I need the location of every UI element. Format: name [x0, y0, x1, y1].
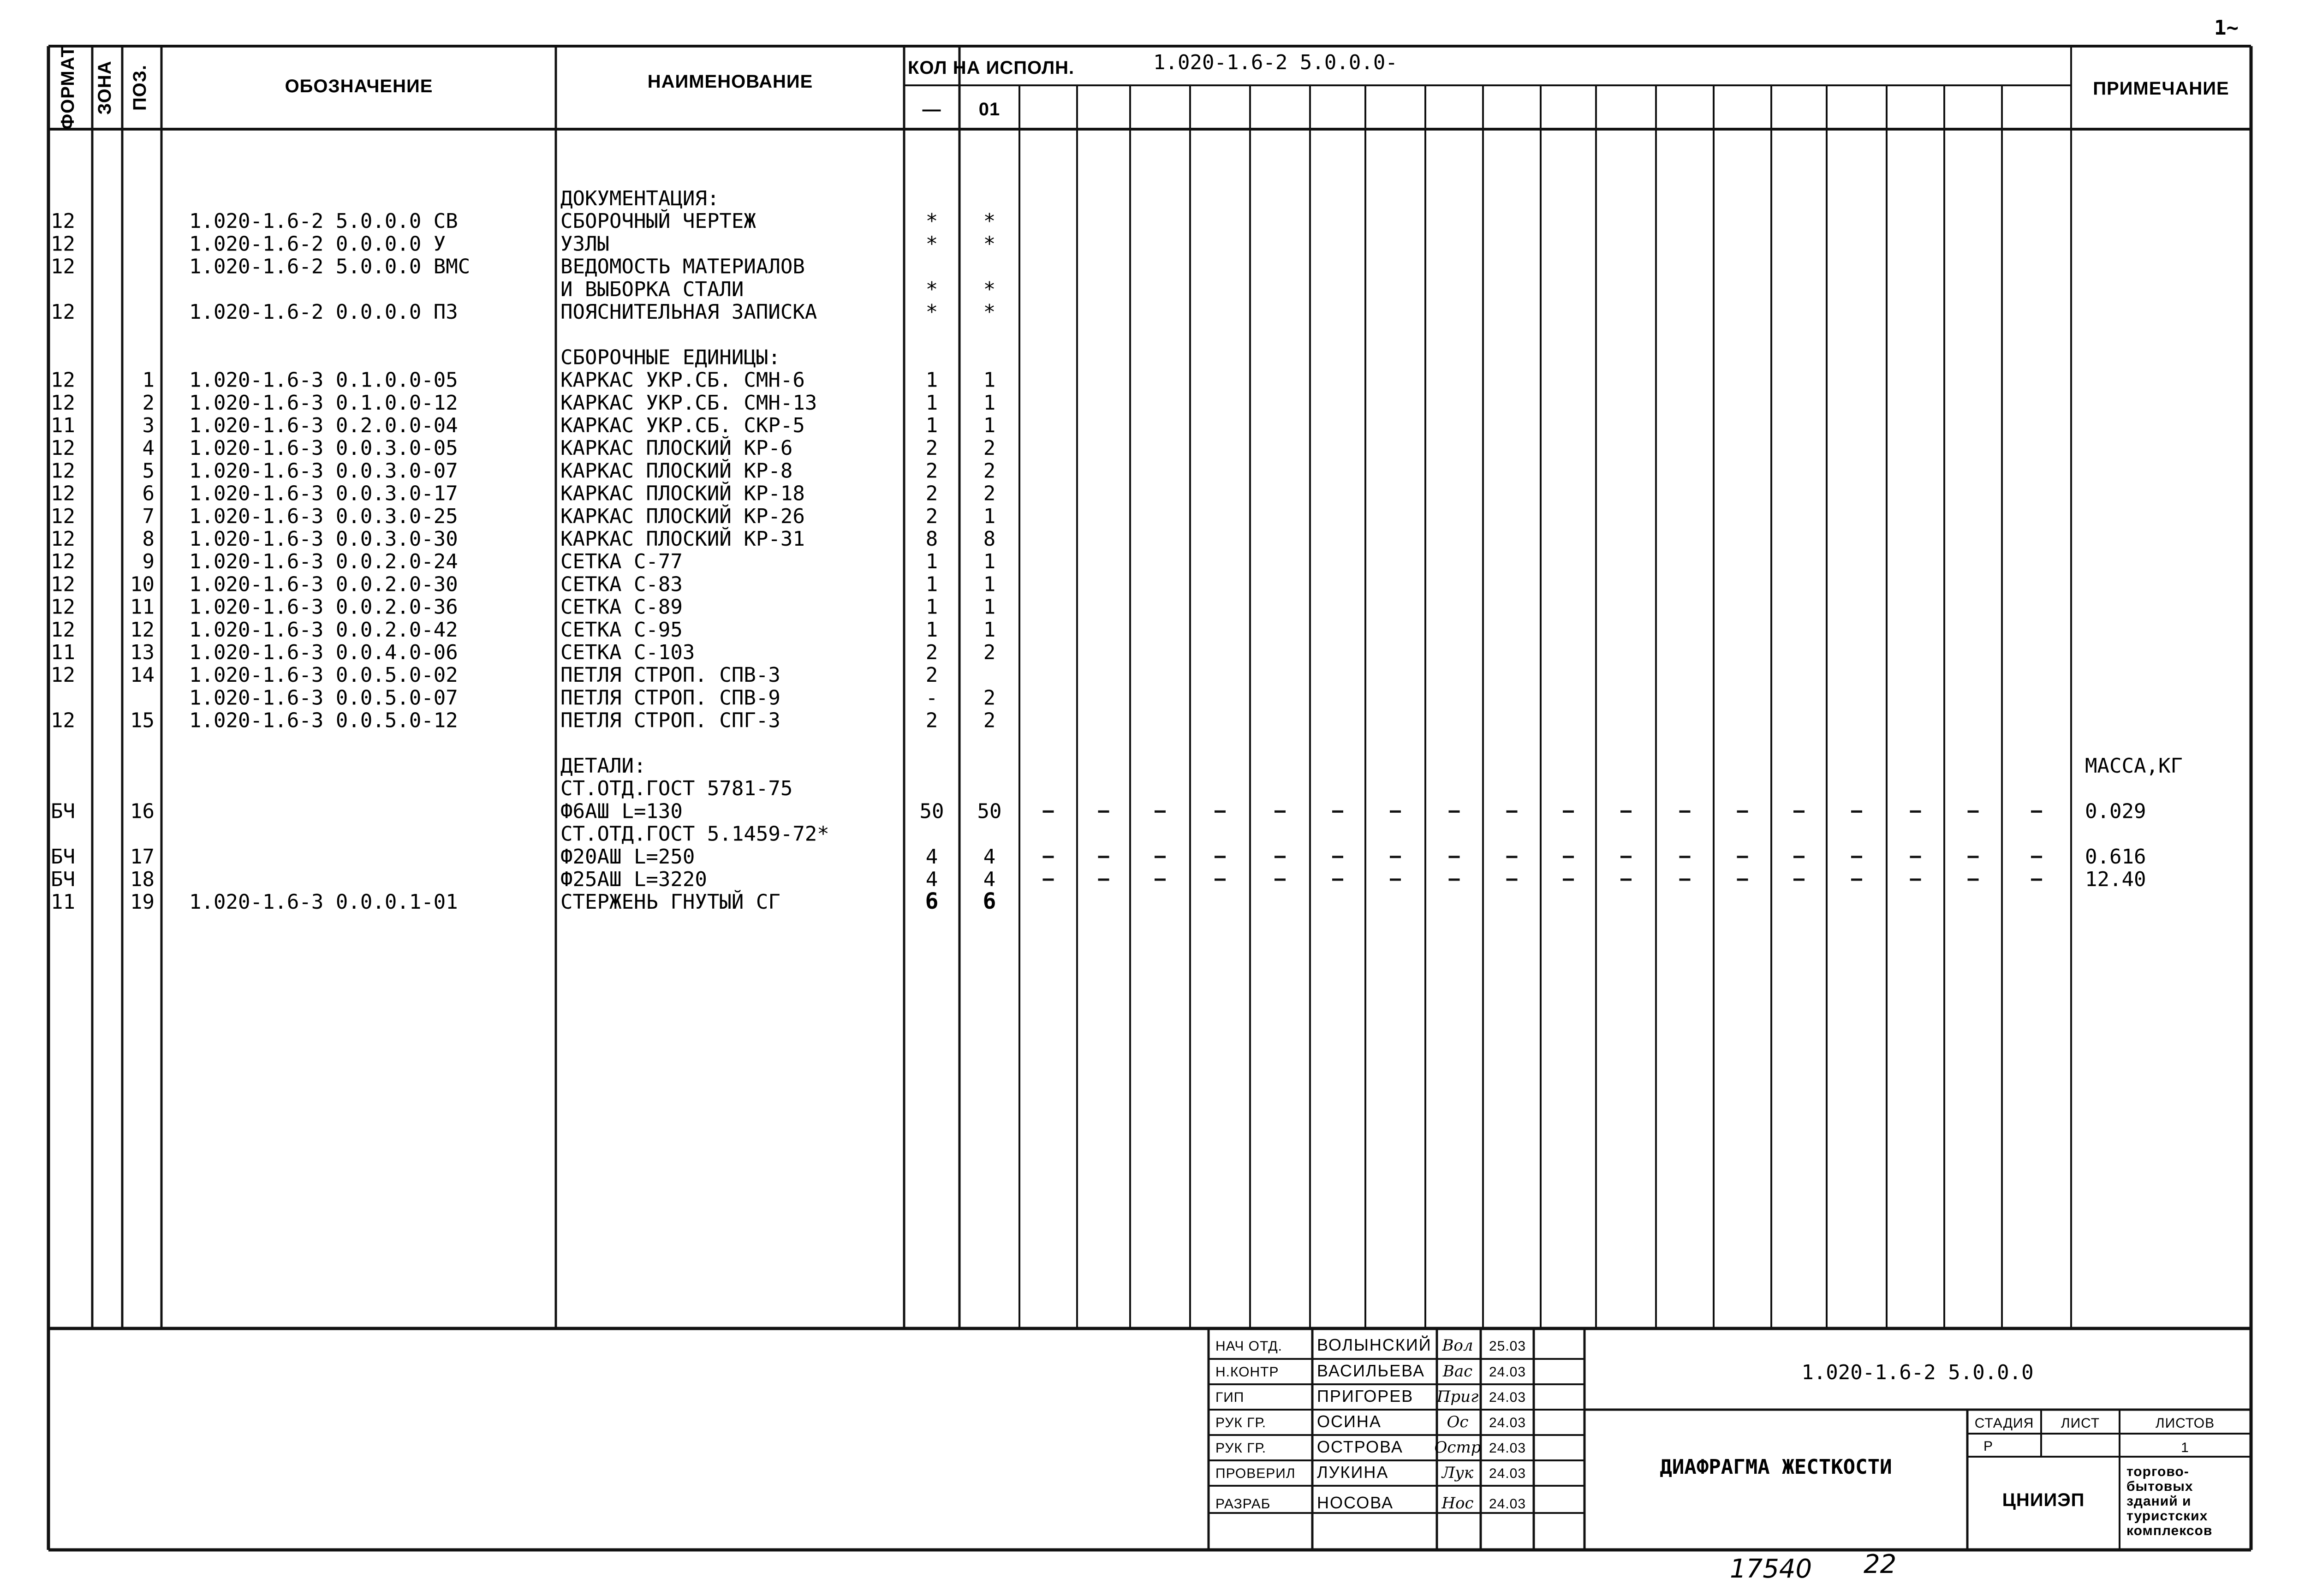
table-row	[51, 709, 995, 732]
qty-1-cell: 6	[925, 888, 939, 915]
name-cell: Ф6АШ L=130	[560, 799, 683, 823]
table-row	[51, 641, 995, 664]
signer-name: ОСИНА	[1317, 1412, 1382, 1431]
name-cell: СЕТКА С-89	[560, 595, 683, 619]
table-row	[51, 414, 995, 437]
signature: Вас	[1442, 1362, 1473, 1381]
organization: ЦНИИЭП	[2002, 1490, 2085, 1510]
format-cell: 12	[51, 572, 75, 596]
sheet-label: ЛИСТ	[2061, 1416, 2100, 1431]
signer-row	[1215, 1335, 1526, 1355]
designation-cell: 1.020-1.6-3 0.0.5.0-02	[189, 663, 458, 687]
name-cell: СЕТКА С-95	[560, 618, 683, 642]
designation-cell: 1.020-1.6-3 0.0.2.0-24	[189, 550, 458, 574]
signature: Нос	[1441, 1494, 1474, 1513]
table-row	[51, 208, 995, 233]
format-cell: 12	[51, 391, 75, 415]
qty-1-cell: 1	[925, 414, 938, 437]
signer-row	[1215, 1412, 1526, 1431]
qty-2-cell: 1	[983, 504, 996, 528]
footer-number-2: 22	[1864, 1549, 1897, 1579]
qty-1-cell: 4	[925, 845, 938, 869]
designation-cell: 1.020-1.6-3 0.1.0.0-05	[189, 368, 458, 392]
qty-2-cell: 50	[977, 799, 1002, 823]
qty-2-cell: *	[983, 277, 996, 301]
qty-2-cell: 2	[983, 641, 996, 664]
document-number: 1.020-1.6-2 5.0.0.0	[1801, 1361, 2034, 1384]
signer-row	[1215, 1463, 1526, 1482]
designation-cell: 1.020-1.6-2 5.0.0.0 СВ	[189, 209, 458, 233]
format-cell: 12	[51, 459, 75, 483]
footer	[1730, 16, 2239, 1584]
signer-name: ВАСИЛЬЕВА	[1317, 1361, 1425, 1380]
signer-role: НАЧ ОТД.	[1215, 1339, 1282, 1354]
name-cell: СЕТКА С-77	[560, 550, 683, 574]
format-cell: 12	[51, 663, 75, 687]
name-cell: СТ.ОТД.ГОСТ 5781-75	[560, 777, 793, 801]
qty-1-cell: 2	[925, 436, 938, 460]
qty-2-cell: *	[983, 300, 996, 324]
note-cell: 0.616	[2085, 845, 2146, 869]
table-row	[560, 278, 995, 301]
name-header: НАИМЕНОВАНИЕ	[647, 71, 813, 92]
pos-cell: 16	[130, 799, 155, 823]
table-row	[560, 345, 780, 369]
designation-cell: 1.020-1.6-3 0.0.5.0-12	[189, 709, 458, 732]
designation-cell: 1.020-1.6-3 0.0.0.1-01	[189, 890, 458, 914]
signature: Приг	[1436, 1388, 1479, 1406]
pos-cell: 15	[130, 709, 155, 732]
designation-cell: 1.020-1.6-3 0.0.2.0-42	[189, 618, 458, 642]
name-cell: КАРКАС ПЛОСКИЙ КР-26	[560, 504, 805, 528]
doc-code-header: 1.020-1.6-2 5.0.0.0-	[1153, 51, 1398, 74]
qty-2-cell: 1	[983, 414, 996, 437]
table-row	[51, 845, 2146, 869]
pos-cell: 3	[142, 414, 155, 437]
pos-cell: 10	[130, 572, 155, 596]
designation-cell: 1.020-1.6-3 0.0.5.0-07	[189, 686, 458, 710]
organization-desc: торгово-	[2126, 1464, 2189, 1479]
note-cell: 0.029	[2085, 799, 2146, 823]
name-cell: КАРКАС ПЛОСКИЙ КР-8	[560, 459, 793, 483]
sheets-value: 1	[2181, 1440, 2189, 1455]
name-cell: КАРКАС ПЛОСКИЙ КР-31	[560, 527, 805, 551]
pos-cell: 17	[130, 845, 155, 869]
pos-cell: 2	[142, 391, 155, 415]
name-cell: ПЕТЛЯ СТРОП. СПВ-3	[560, 663, 780, 687]
qty-2-cell: 4	[983, 868, 996, 891]
designation-cell: 1.020-1.6-3 0.0.3.0-17	[189, 482, 458, 506]
pos-cell: 6	[142, 482, 155, 506]
table-row	[560, 777, 792, 800]
qty-1-cell: 2	[925, 709, 938, 732]
qty-1-cell: 2	[925, 459, 938, 483]
signature: Лук	[1441, 1464, 1474, 1482]
qty-2-cell: 1	[983, 550, 996, 574]
designation-cell: 1.020-1.6-3 0.0.3.0-25	[189, 504, 458, 528]
name-cell: СБОРОЧНЫЙ ЧЕРТЕЖ	[560, 209, 756, 233]
qty-1-cell: *	[925, 232, 938, 256]
qty-1-cell: *	[925, 209, 938, 233]
signature: Вол	[1442, 1336, 1473, 1355]
name-cell: СБОРОЧНЫЕ ЕДИНИЦЫ:	[560, 345, 780, 369]
name-cell: ПЕТЛЯ СТРОП. СПВ-9	[560, 686, 780, 710]
format-cell: 12	[51, 482, 75, 506]
qty-2-cell: 1	[983, 595, 996, 619]
signer-name: ПРИГОРЕВ	[1317, 1387, 1414, 1405]
qty-1-cell: 8	[925, 527, 938, 551]
table-row	[51, 300, 995, 324]
qty-2-cell: 1	[983, 572, 996, 596]
organization-desc: бытовых	[2126, 1479, 2193, 1494]
designation-cell: 1.020-1.6-3 0.0.3.0-05	[189, 436, 458, 460]
name-cell: СТЕРЖЕНЬ ГНУТЫЙ СГ	[560, 890, 780, 914]
name-cell: ДЕТАЛИ:	[560, 754, 646, 778]
pos-header: ПОЗ.	[130, 64, 150, 111]
signer-row	[1215, 1437, 1526, 1457]
qty-1-cell: 4	[925, 868, 938, 891]
format-header: ФОРМАТ	[58, 45, 78, 130]
designation-cell: 1.020-1.6-3 0.0.2.0-36	[189, 595, 458, 619]
sign-date: 24.03	[1489, 1364, 1526, 1380]
pos-cell: 4	[142, 436, 155, 460]
note-header: ПРИМЕЧАНИЕ	[2093, 78, 2229, 99]
table-row	[51, 481, 995, 506]
table-row	[51, 255, 805, 279]
table-row	[560, 822, 829, 846]
name-cell: КАРКАС УКР.СБ. СКР-5	[560, 414, 805, 437]
pos-cell: 9	[142, 550, 155, 574]
variant-2-header: 01	[978, 99, 1001, 119]
format-cell: БЧ	[51, 845, 75, 869]
qty-1-cell: 2	[925, 641, 938, 664]
pos-cell: 13	[130, 641, 155, 664]
table-row	[51, 435, 995, 460]
format-cell: 11	[51, 890, 75, 914]
signer-role: ГИП	[1215, 1390, 1245, 1405]
signer-name: ОСТРОВА	[1317, 1437, 1403, 1456]
table-row	[51, 572, 995, 596]
pos-cell: 12	[130, 618, 155, 642]
title-block	[1215, 1335, 2215, 1538]
format-cell: 12	[51, 618, 75, 642]
table-row	[51, 369, 995, 392]
designation-cell: 1.020-1.6-3 0.0.3.0-30	[189, 527, 458, 551]
format-cell: 12	[51, 527, 75, 551]
qty-2-cell: 1	[983, 618, 996, 642]
name-cell: И ВЫБОРКА СТАЛИ	[560, 277, 744, 301]
designation-cell: 1.020-1.6-3 0.0.2.0-30	[189, 572, 458, 596]
format-cell: 12	[51, 709, 75, 732]
signer-name: ЛУКИНА	[1317, 1463, 1389, 1482]
designation-cell: 1.020-1.6-2 5.0.0.0 ВМС	[189, 255, 471, 279]
qty-2-cell: 2	[983, 436, 996, 460]
stage-value: Р	[1983, 1439, 1994, 1454]
name-cell: ПОЯСНИТЕЛЬНАЯ ЗАПИСКА	[560, 300, 817, 324]
qty-2-cell: 2	[983, 459, 996, 483]
signature: Ос	[1447, 1413, 1469, 1431]
format-cell: 12	[51, 255, 75, 279]
qty-2-cell: *	[983, 232, 996, 256]
table-row	[189, 686, 995, 709]
format-cell: 11	[51, 641, 75, 664]
signer-row	[1215, 1493, 1526, 1513]
signer-name: ВОЛЫНСКИЙ	[1317, 1335, 1432, 1354]
designation-cell: 1.020-1.6-3 0.2.0.0-04	[189, 414, 458, 437]
name-cell: СЕТКА С-103	[560, 641, 695, 664]
variant-1-header: —	[922, 99, 941, 119]
table-row	[51, 868, 2146, 891]
name-cell: Ф25АШ L=3220	[560, 868, 707, 891]
signer-role: Н.КОНТР	[1215, 1364, 1279, 1380]
format-cell: 12	[51, 368, 75, 392]
qty-1-cell: *	[925, 277, 938, 301]
format-cell: 12	[51, 504, 75, 528]
footer-number-1: 17540	[1730, 1554, 1812, 1584]
signer-row	[1215, 1387, 1526, 1406]
sign-date: 24.03	[1489, 1496, 1526, 1512]
format-cell: БЧ	[51, 799, 75, 823]
qty-header: КОЛ НА ИСПОЛН.	[908, 58, 1075, 78]
name-cell: КАРКАС ПЛОСКИЙ КР-6	[560, 436, 793, 460]
qty-2-cell: 1	[983, 391, 996, 415]
pos-cell: 19	[130, 890, 155, 914]
note-cell: МАССА,КГ	[2085, 754, 2183, 778]
pos-cell: 7	[142, 504, 155, 528]
table-row	[51, 550, 995, 573]
sign-date: 24.03	[1489, 1466, 1526, 1481]
table-row	[51, 526, 995, 551]
qty-1-cell: 2	[925, 663, 938, 687]
name-cell: КАРКАС ПЛОСКИЙ КР-18	[560, 482, 805, 506]
qty-1-cell: 50	[919, 799, 944, 823]
organization-desc: зданий и	[2126, 1494, 2192, 1509]
name-cell: СЕТКА С-83	[560, 572, 683, 596]
zone-header: ЗОНА	[95, 60, 115, 115]
name-cell: ПЕТЛЯ СТРОП. СПГ-3	[560, 709, 780, 732]
format-cell: 12	[51, 436, 75, 460]
name-cell: УЗЛЫ	[560, 232, 609, 256]
sheets-label: ЛИСТОВ	[2155, 1416, 2215, 1431]
qty-1-cell: 1	[925, 595, 938, 619]
signer-row	[1215, 1361, 1526, 1381]
qty-2-cell: 2	[983, 482, 996, 506]
designation-cell: 1.020-1.6-2 0.0.0.0 ПЗ	[189, 300, 458, 324]
qty-1-cell: *	[925, 300, 938, 324]
corner-mark: 1~	[2214, 16, 2239, 40]
qty-1-cell: 1	[925, 368, 938, 392]
designation-cell: 1.020-1.6-3 0.1.0.0-12	[189, 391, 458, 415]
table-row	[51, 504, 995, 528]
designation-cell: 1.020-1.6-2 0.0.0.0 У	[189, 232, 446, 256]
table-row	[560, 187, 719, 210]
designation-cell: 1.020-1.6-3 0.0.3.0-07	[189, 459, 458, 483]
format-cell: 12	[51, 300, 75, 324]
qty-2-cell: 8	[983, 527, 996, 551]
qty-1-cell: 2	[925, 482, 938, 506]
pos-cell: 8	[142, 527, 155, 551]
signer-name: НОСОВА	[1317, 1493, 1394, 1512]
name-cell: КАРКАС УКР.СБ. СМН-6	[560, 368, 805, 392]
document-title: ДИАФРАГМА ЖЕСТКОСТИ	[1660, 1455, 1892, 1479]
name-cell: ДОКУМЕНТАЦИЯ:	[560, 187, 720, 210]
qty-2-cell: 2	[983, 709, 996, 732]
qty-1-cell: 2	[925, 504, 938, 528]
qty-2-cell: 2	[983, 686, 996, 710]
signer-role: РУК ГР.	[1215, 1415, 1267, 1430]
table-row	[51, 888, 996, 914]
table-header	[58, 46, 2229, 130]
table-row	[51, 596, 995, 619]
qty-2-cell: *	[983, 209, 996, 233]
table-row	[51, 391, 995, 415]
format-cell: 12	[51, 232, 75, 256]
signer-role: ПРОВЕРИЛ	[1215, 1466, 1296, 1481]
format-cell: 11	[51, 414, 75, 437]
name-cell: КАРКАС УКР.СБ. СМН-13	[560, 391, 817, 415]
note-cell: 12.40	[2085, 868, 2146, 891]
qty-1-cell: 1	[925, 391, 938, 415]
sign-date: 24.03	[1489, 1390, 1526, 1405]
table-row	[51, 799, 2146, 823]
sign-date: 25.03	[1489, 1339, 1526, 1354]
table-body	[51, 187, 2183, 914]
sign-date: 24.03	[1489, 1415, 1526, 1430]
qty-2-cell: 6	[983, 888, 996, 915]
pos-cell: 18	[130, 868, 155, 891]
table-row	[560, 754, 2183, 778]
format-cell: 12	[51, 550, 75, 574]
signer-role: РУК ГР.	[1215, 1441, 1267, 1456]
pos-cell: 5	[142, 459, 155, 483]
qty-2-cell: 4	[983, 845, 996, 869]
signer-role: РАЗРАБ	[1215, 1496, 1271, 1512]
sign-date: 24.03	[1489, 1441, 1526, 1456]
name-cell: СТ.ОТД.ГОСТ 5.1459-72*	[560, 822, 829, 846]
pos-cell: 14	[130, 663, 155, 687]
name-cell: Ф20АШ L=250	[560, 845, 695, 869]
table-row	[51, 458, 995, 482]
table-row	[51, 618, 995, 642]
name-cell: ВЕДОМОСТЬ МАТЕРИАЛОВ	[560, 255, 805, 279]
format-cell: БЧ	[51, 868, 75, 891]
qty-1-cell: 1	[925, 572, 938, 596]
designation-cell: 1.020-1.6-3 0.0.4.0-06	[189, 641, 458, 664]
pos-cell: 1	[142, 368, 155, 392]
qty-1-cell: 1	[925, 618, 938, 642]
organization-desc: туристских	[2126, 1508, 2208, 1524]
qty-2-cell: 1	[983, 368, 996, 392]
qty-1-cell: -	[925, 686, 938, 710]
table-row	[51, 663, 938, 687]
signature: Остр	[1434, 1438, 1481, 1457]
organization-desc: комплексов	[2126, 1523, 2213, 1538]
pos-cell: 11	[130, 595, 155, 619]
designation-header: ОБОЗНАЧЕНИЕ	[285, 76, 433, 96]
qty-1-cell: 1	[925, 550, 938, 574]
stage-label: СТАДИЯ	[1974, 1416, 2034, 1431]
format-cell: 12	[51, 595, 75, 619]
format-cell: 12	[51, 209, 75, 233]
table-row	[51, 232, 995, 256]
